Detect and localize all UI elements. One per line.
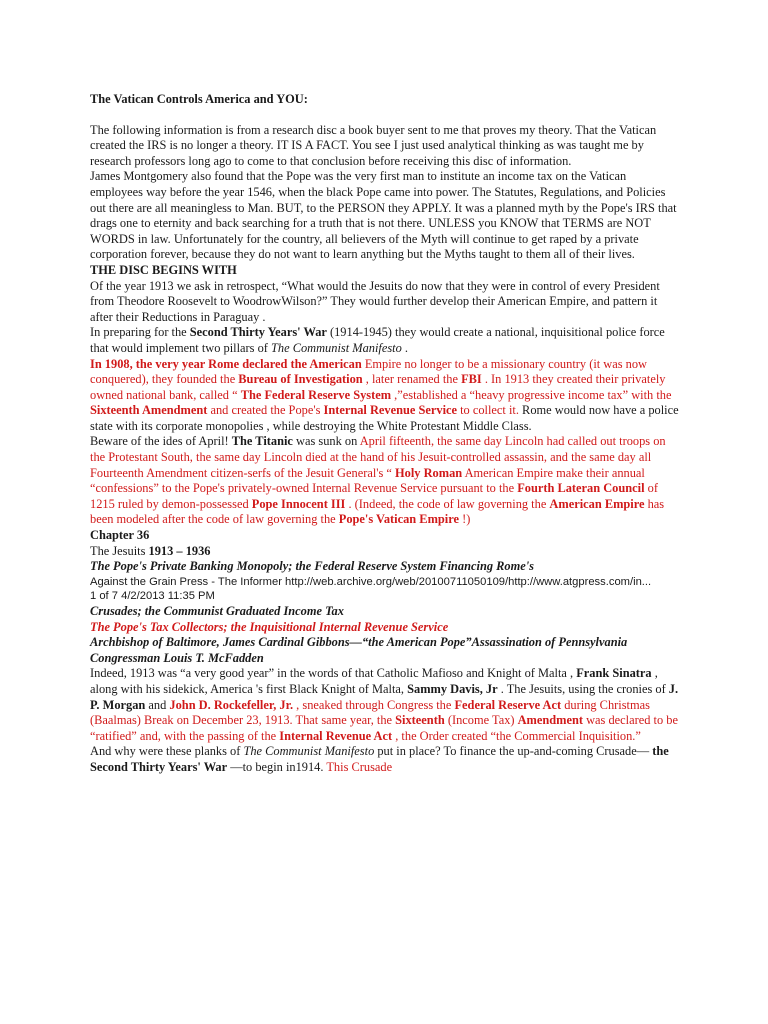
red-run: , later renamed the bbox=[362, 372, 462, 387]
red-run: , sneaked through Congress the bbox=[293, 697, 455, 712]
red-bold-run: Sixteenth bbox=[395, 713, 445, 728]
red-run: of 1215 ruled by demon-possessed bbox=[90, 481, 658, 511]
text-run: . The Jesuits, using the cronies of bbox=[497, 681, 669, 696]
red-run: This Crusade bbox=[326, 759, 393, 774]
paragraph-1908 bbox=[90, 357, 680, 435]
text-run: Beware of the ides of April! bbox=[90, 434, 232, 449]
text-run: . bbox=[401, 340, 409, 355]
red-bold-run: Holy Roman bbox=[395, 465, 463, 480]
text-run: And why were these planks of bbox=[90, 744, 244, 759]
bold-run: The Titanic bbox=[231, 434, 293, 449]
document-page bbox=[90, 92, 680, 776]
bold-run: Sammy Davis, Jr bbox=[407, 681, 498, 696]
chapter-heading: Chapter 36 bbox=[90, 528, 150, 543]
red-bold-run: FBI bbox=[461, 372, 482, 387]
red-run: and created the Pope's bbox=[207, 403, 324, 418]
red-run: . (Indeed, the code of law governing the bbox=[345, 496, 550, 511]
red-run: during Christmas (Baalmas) Break on December 23, 1913. That same year, the bbox=[90, 697, 650, 728]
page-footer-pagenum: 1 of 7 4/2/2013 11:35 PM bbox=[90, 590, 215, 603]
bold-run: 1913 – 1936 bbox=[148, 543, 211, 558]
red-run: , the Order created “the Commercial Inquisition.” bbox=[392, 728, 641, 743]
paragraph-good-year bbox=[90, 666, 680, 744]
red-run: !) bbox=[459, 512, 471, 527]
document-title: The Vatican Controls America and YOU: bbox=[90, 92, 308, 106]
red-bold-run: John D. Rockefeller, Jr. bbox=[169, 697, 294, 712]
paragraph-intro: The following information is from a research disc a book buyer sent to me that proves my theory. That the Vatican created the IRS is no longer a theory. IT IS A FACT. You see I just used analytical thinking as was taught me by research professors long ago to come to that conclusion before receiving this disc of information. bbox=[90, 122, 657, 168]
text-run: (1914-1945) they would create a national, inquisitional police force that would implement two pillars of bbox=[90, 325, 665, 355]
red-run: American Empire make their annual “confessions” to the Pope's privately-owned Internal Revenue Service pursuant to the bbox=[90, 465, 645, 496]
red-bold-run: Federal Reserve Act bbox=[454, 697, 562, 712]
red-bold-run: The Federal Reserve System bbox=[240, 387, 392, 402]
red-run: ,”established a “heavy progressive income tax” with the bbox=[391, 387, 672, 402]
text-run: —to begin in1914. bbox=[227, 759, 327, 774]
subtitle-gibbons: Archbishop of Baltimore, James Cardinal Gibbons—“the American Pope”Assassination of Pennsylvania Congressman Louis T. McFadden bbox=[90, 635, 628, 665]
text-run: In preparing for the bbox=[90, 325, 190, 340]
text-run: put in place? To finance the up-and-coming Crusade— bbox=[374, 744, 653, 759]
text-run: Rome would now have a police state with its corporate monopolies , while destroying the White Protestant Middle Class. bbox=[90, 403, 679, 433]
text-run: and bbox=[145, 697, 170, 712]
red-bold-run: Bureau of Investigation bbox=[238, 372, 363, 387]
subtitle-tax-collectors: The Pope's Tax Collectors; the Inquisitional Internal Revenue Service bbox=[90, 619, 449, 634]
red-run: Empire no longer to be a missionary country (it was now conquered), they founded the bbox=[90, 356, 648, 387]
red-run: was declared to be “ratified” and, with the passing of the bbox=[90, 713, 678, 743]
italic-run: The Communist Manifesto bbox=[243, 744, 375, 759]
text-run: Indeed, 1913 was “a very good year” in the words of that Catholic Mafioso and Knight of Malta , bbox=[90, 666, 577, 681]
bold-run: Frank Sinatra bbox=[576, 666, 652, 681]
red-run: April fifteenth, the same day Lincoln had called out troops on the Protestant South, the same day Lincoln died at the hand of his Jesuit-controlled assassin, and the same day all Fourteenth Amendment citizen-serfs of the Jesuit General's “ bbox=[90, 434, 666, 480]
bold-run: Second Thirty Years' War bbox=[189, 325, 327, 340]
text-run: was sunk on bbox=[292, 434, 360, 449]
red-bold-run: In 1908, the very year Rome declared the American bbox=[90, 356, 362, 371]
bold-run: the Second Thirty Years' War bbox=[90, 744, 669, 774]
red-bold-run: Sixteenth Amendment bbox=[90, 403, 208, 418]
paragraph-1913: Of the year 1913 we ask in retrospect, “What would the Jesuits do now that they were in control of every President from Theodore Roosevelt to WoodrowWilson?” They would further develop their American Empire, and pattern it after their Reductions in Paraguay . bbox=[90, 278, 660, 324]
paragraph-titanic bbox=[90, 434, 680, 528]
heading-disc-begins: THE DISC BEGINS WITH bbox=[90, 262, 237, 277]
red-run: to collect it. bbox=[457, 403, 519, 418]
paragraph-montgomery: James Montgomery also found that the Pope was the very first man to institute an income tax on the Vatican employees way before the year 1546, when the black Pope came into power. The Statutes, Regulations, and Policies out there are all meaningless to Man. BUT, to the PERSON they APPLY. It was a planned myth by the Pope's IRS that drags one to eternity and back searching for a truth that is not there. UNLESS you KNOW that TERMS are NOT WORDS in law. Unfortunately for the country, all believers of the Myth will continue to get raped by a private corporation forever, because they do not want to learn anything but the Myths taught to them all of their lives. bbox=[90, 169, 677, 262]
red-bold-run: American Empire bbox=[549, 496, 645, 511]
red-run: (Income Tax) bbox=[444, 713, 518, 728]
paragraph-preparing bbox=[90, 325, 680, 356]
text-run: The Jesuits bbox=[90, 543, 149, 558]
bold-run: J. P. Morgan bbox=[90, 681, 679, 712]
red-run: . In 1913 they created their privately owned national bank, called “ bbox=[90, 372, 666, 402]
red-bold-run: Amendment bbox=[517, 713, 583, 728]
page-footer-source: Against the Grain Press - The Informer http://web.archive.org/web/20100711050109/http://www.atgpress.com/in... bbox=[90, 575, 652, 588]
text-run: , along with his sidekick, America 's first Black Knight of Malta, bbox=[90, 666, 658, 696]
red-bold-run: Internal Revenue Act bbox=[279, 728, 393, 743]
subtitle-crusades: Crusades; the Communist Graduated Income Tax bbox=[90, 604, 344, 618]
red-run: has been modeled after the code of law governing the bbox=[90, 496, 665, 527]
paragraph-planks bbox=[90, 744, 680, 775]
italic-run: The Communist Manifesto bbox=[271, 340, 402, 355]
subtitle-banking: The Pope's Private Banking Monopoly; the Federal Reserve System Financing Rome's bbox=[90, 559, 534, 574]
red-bold-run: Pope's Vatican Empire bbox=[338, 512, 459, 527]
red-bold-run: Internal Revenue Service bbox=[323, 403, 458, 418]
chapter-dates bbox=[90, 544, 680, 560]
red-bold-run: Pope Innocent III bbox=[251, 496, 346, 511]
red-bold-run: Fourth Lateran Council bbox=[517, 481, 645, 496]
